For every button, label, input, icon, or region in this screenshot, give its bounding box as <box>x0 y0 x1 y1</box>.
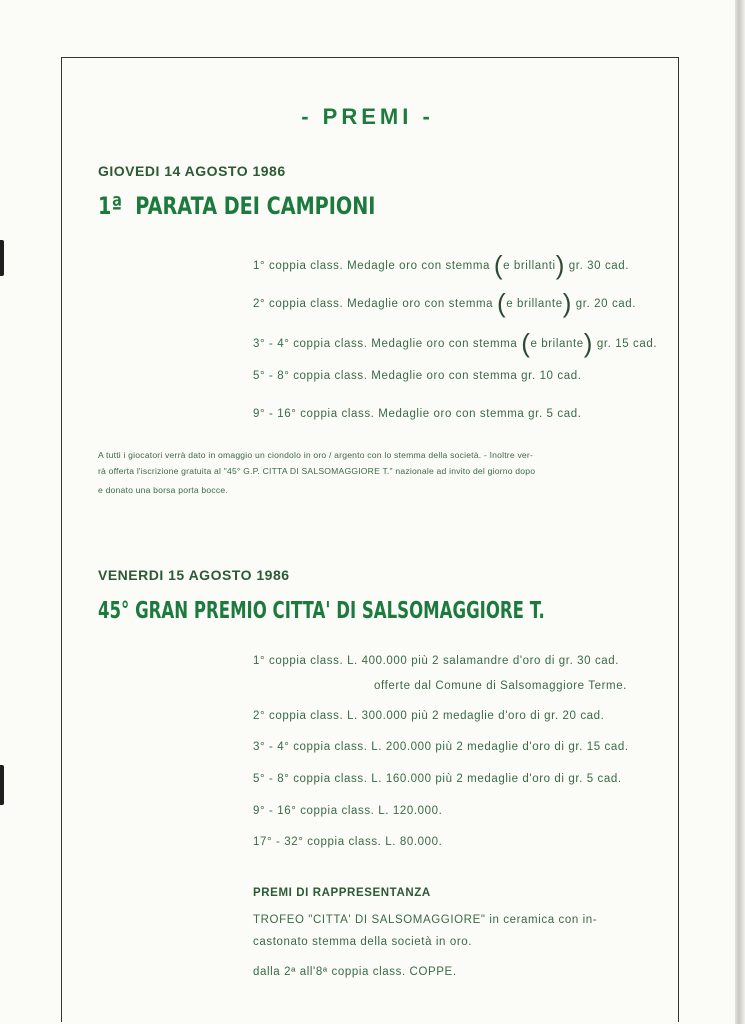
paren-open: ( <box>496 288 507 318</box>
prize-text: gr. 20 cad. <box>575 298 637 310</box>
rappresentanza-heading: PREMI DI RAPPRESENTANZA <box>253 887 431 899</box>
binding-mark <box>0 240 4 276</box>
prize-line: 3° - 4° coppia class. L. 200.000 più 2 medaglie d'oro di gr. 15 cad. <box>253 741 629 753</box>
prize-paren-text: e brillante <box>506 298 563 310</box>
paren-open: ( <box>493 250 504 280</box>
note-line: A tutti i giocatori verrà dato in omaggio un ciondolo in oro / argento con lo stemma della società. - Inoltre ver- <box>98 450 534 460</box>
paren-close: ) <box>562 288 572 318</box>
note-line: rà offerta l'iscrizione gratuita al "45° G.P. CITTA DI SALSOMAGGIORE T." nazionale ad invito del giorno dopo <box>98 466 536 476</box>
prize-text: gr. 30 cad. <box>568 260 630 272</box>
rappresentanza-line: TROFEO "CITTA' DI SALSOMAGGIORE" in ceramica con in- <box>253 914 598 926</box>
prize-line <box>253 330 657 356</box>
page-title: - PREMI - <box>301 104 434 129</box>
prize-text: gr. 15 cad. <box>596 338 658 350</box>
prize-line: 9° - 16° coppia class. Medaglie oro con stemma gr. 5 cad. <box>253 408 582 420</box>
note-line: e donato una borsa porta bocce. <box>98 485 228 495</box>
rappresentanza-line: dalla 2ª all'8ª coppia class. COPPE. <box>253 966 457 978</box>
prize-line: 17° - 32° coppia class. L. 80.000. <box>253 836 443 848</box>
section1-title <box>98 192 375 220</box>
prize-text: 2° coppia class. Medaglie oro con stemma <box>253 298 494 310</box>
prize-text: 1° coppia class. Medagle oro con stemma <box>253 260 491 272</box>
section2-title: 45° GRAN PREMIO CITTA' DI SALSOMAGGIORE T. <box>98 598 545 624</box>
prize-line: 5° - 8° coppia class. Medaglie oro con stemma gr. 10 cad. <box>253 370 582 382</box>
paren-close: ) <box>583 328 594 358</box>
prize-paren-text: e brilante <box>530 338 584 350</box>
prize-line: 1° coppia class. L. 400.000 più 2 salamandre d'oro di gr. 30 cad. <box>253 655 620 667</box>
prize-text: 3° - 4° coppia class. Medaglie oro con stemma <box>253 338 518 350</box>
section1-title-text: PARATA DEI CAMPIONI <box>135 192 376 220</box>
section1-date: GIOVEDI 14 AGOSTO 1986 <box>98 163 286 179</box>
prize-paren-text: e brillanti <box>503 260 556 272</box>
page-edge <box>735 0 745 1024</box>
prize-line: 9° - 16° coppia class. L. 120.000. <box>253 805 443 817</box>
prize-line: offerte dal Comune di Salsomaggiore Terme. <box>374 680 627 692</box>
prize-line <box>253 290 636 316</box>
paren-open: ( <box>521 328 531 358</box>
section2-date: VENERDI 15 AGOSTO 1986 <box>98 567 290 583</box>
prize-line: 5° - 8° coppia class. L. 160.000 più 2 medaglie d'oro di gr. 5 cad. <box>253 773 622 785</box>
rappresentanza-line: castonato stemma della società in oro. <box>253 936 473 948</box>
prize-line <box>253 252 629 278</box>
paren-close: ) <box>555 250 565 280</box>
section1-title-number: 1ª <box>98 192 123 220</box>
prize-line: 2° coppia class. L. 300.000 più 2 medaglie d'oro di gr. 20 cad. <box>253 710 605 722</box>
binding-mark <box>0 765 4 805</box>
